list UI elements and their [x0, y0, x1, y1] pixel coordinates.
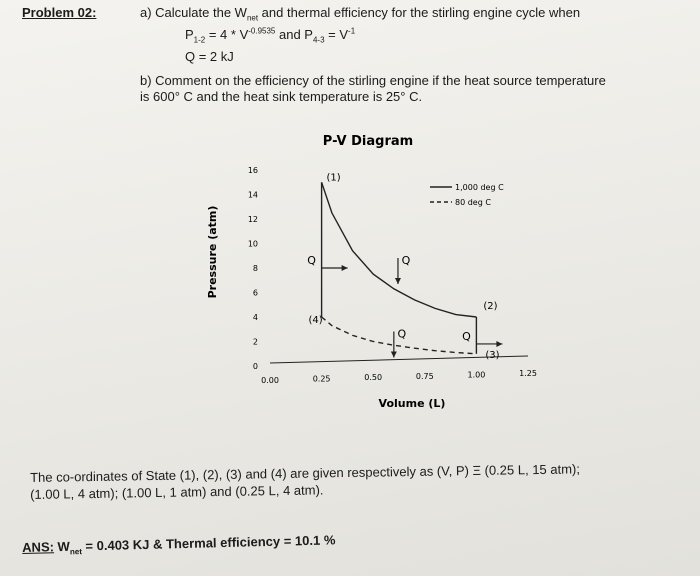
arrow-head-icon — [342, 265, 348, 271]
series-line-0 — [322, 182, 477, 317]
y-tick-label: 14 — [247, 190, 258, 200]
x-tick-label: 0.50 — [364, 373, 383, 383]
heat-flow-marker — [395, 254, 411, 284]
x-tick-label: 0.75 — [415, 371, 434, 381]
eq-p-sub: 1-2 — [193, 35, 206, 45]
legend-label-hot: 1,000 deg C — [455, 183, 504, 192]
state-label: (1) — [326, 172, 341, 184]
y-tick-label: 10 — [247, 239, 258, 249]
problem-label: Problem 02: — [22, 5, 97, 20]
legend-label-cold: 80 deg C — [455, 198, 491, 207]
y-tick-label: 4 — [252, 313, 258, 322]
eq-p2-sub: 4-3 — [312, 35, 325, 45]
y-tick-label: 8 — [252, 264, 258, 273]
equation-heat: Q = 2 kJ — [185, 49, 234, 64]
x-tick-label: 0.00 — [261, 376, 279, 385]
eq-exp2: -1 — [348, 26, 356, 36]
coordinates-line1: The co-ordinates of State (1), (2), (3) and (4) are given respectively as (V, P) Ξ (0.25 L, 15 atm); — [30, 461, 581, 485]
heat-flow-marker — [462, 330, 502, 347]
state-label: (4) — [308, 315, 323, 326]
part-a-suffix: and thermal efficiency for the stirling engine cycle when — [258, 5, 581, 20]
y-tick-label: 6 — [252, 288, 258, 298]
y-tick-label: 12 — [247, 215, 258, 224]
heat-label: Q — [401, 254, 411, 267]
legend — [430, 183, 504, 207]
eq-exp: -0.9535 — [248, 26, 276, 36]
eq-and: and P — [275, 27, 313, 42]
part-b-line1: b) Comment on the efficiency of the stirling engine if the heat source temperature — [140, 73, 606, 88]
heat-flow-marker — [391, 328, 407, 358]
heat-label: Q — [462, 329, 471, 343]
answer-w: W — [53, 538, 71, 555]
state-label: (2) — [483, 301, 498, 312]
answer-rest: = 0.403 KJ & Thermal efficiency = 10.1 % — [81, 532, 336, 554]
chart-title: P-V Diagram — [322, 134, 414, 149]
x-tick-label: 1.00 — [467, 370, 486, 380]
eq-mid: = 4 * V — [205, 27, 249, 42]
state-label: (3) — [485, 349, 500, 361]
y-tick-label: 0 — [252, 362, 258, 371]
heat-label: Q — [397, 327, 407, 341]
heat-flow-marker — [307, 254, 347, 271]
part-a-sub: net — [246, 13, 259, 23]
arrow-head-icon — [395, 278, 401, 284]
eq-end: = V — [324, 27, 349, 42]
part-a-prefix: a) Calculate the W — [140, 5, 247, 20]
y-axis-label: Pressure (atm) — [206, 205, 219, 299]
arrow-head-icon — [391, 352, 397, 358]
x-tick-label: 0.25 — [312, 374, 331, 384]
y-tick-label: 16 — [247, 166, 258, 175]
part-b-line2: is 600° C and the heat sink temperature is 25° C. — [140, 89, 423, 104]
answer-w-sub: net — [69, 547, 83, 557]
arrow-head-icon — [496, 341, 502, 347]
coordinates-line2: (1.00 L, 4 atm); (1.00 L, 1 atm) and (0.25 L, 4 atm). — [30, 482, 324, 502]
y-tick-label: 2 — [252, 337, 258, 347]
heat-label: Q — [307, 254, 316, 267]
x-axis-label: Volume (L) — [378, 397, 446, 410]
answer-label: ANS: — [22, 539, 55, 555]
x-tick-label: 1.25 — [519, 369, 537, 379]
eq-p: P — [185, 27, 194, 42]
